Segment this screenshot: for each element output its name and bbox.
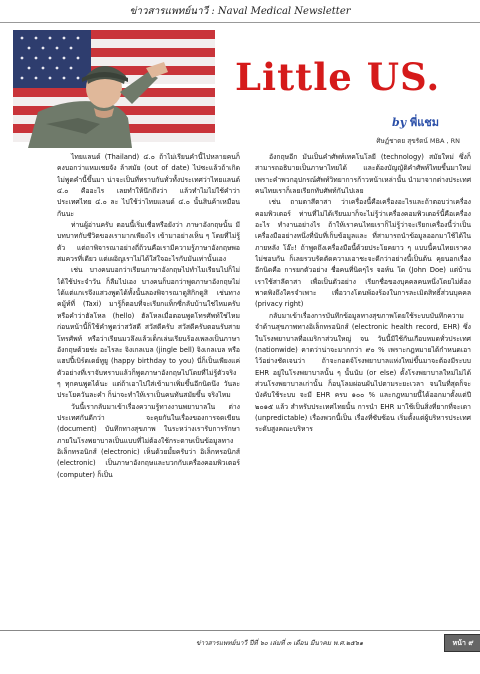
saluting-soldier-with-flag-illustration — [8, 26, 215, 148]
paragraph: อังกฤษอีก มันเป็นคำศัพท์เทคโนโลยี (technology) สมัยใหม่ ซึ่งก็สามารถอธิบายเป็นภาษาไทยได้ และต้องบัญญัติคำศัพท์ไทยขึ้นมาใหม่ เพราะคำพวกอุปกรณ์ศัพท์วิทยาการก้าวหน้าเหล่านั้น นำมาจากต่างประเทศคนไทยเราก็เลยเรียกทับศัพท์กันไปเลย — [255, 153, 471, 196]
page-footer — [0, 630, 480, 674]
article-left-column — [57, 152, 240, 622]
paragraph: เช่น บางคนบอกว่าเรียนภาษาอังกฤษไปทำไมเรียนไปก็ไม่ได้ใช้ประจำวัน ก็ลืมไปเอง บางคนก็บอกว่าพูดภาษาอังกฤษไม่ได้แต่แกเรจึงแสวงพูดได้ทั้งนั้นลองพิจารณาดูสิกิกดูสิ เช่นทางคมู้ท์ที่ (Taxi) มารู้ก็ตอบที่จะเรียกแท็กซี่กลับบ้านใช่ไหมครับ หรือคำว่าฮัลโหล (hello) ฮัลโหลเมื่อตอนพูดโทรศัพท์ใช่ไหมก่อนหน้านี้ก็ใช้คำพูดว่าสวัสดี สวัสดีครับ สวัสดีครับตอนรับสายโทรศัพท์ หรือว่าเรียนมวลึงแล้วเด็กเล่นเรียนร้องเพลงเป็นภาษาอังกฤษด้วยช่ะ อะไรละ จิงเกลเบล (jingle bell) จิงเกลเบล หรือแฮปปี้เบิร์ดเดย์ทูยู (happy birthday to you) นี่ก็เป็นเพียงแค่ตัวอย่างที่เราจับทราบแล้วก็พูดภาษาอังกฤษไปโดยที่ไม่รู้ตัวจริง ๆ ทุกคนพูดได้นะ แต่ถ้าเอาไปใส่เข้ามาเพิ่มขึ้นอีกนิดนึง วันละประโยควันละคำ ก็น่าจะทำให้เราเป็นคนทันสมัยขึ้น จริงไหม — [57, 266, 240, 400]
article-photo — [8, 26, 215, 148]
footer-divider — [0, 630, 480, 631]
byline-name: พี่แชม — [409, 116, 439, 129]
paragraph: ไทยแลนด์ (Thailand) ๔.๐ ถ้าไม่เรียนคำนี้ไปหลายคนก็คงบอกว่าแหมเชยจัง ล้าสมัย (out of date) ไปซะแล้วถ้าเกิดไม่พูดคำนี้ขึ้นมา น่าจะเป็นที่ทราบกันทั่วทั้งประเทศว่าไทยแลนด์ ๔.๐ คืออะไร เลยทำให้นึกถึงว่า แล้วทำไมไม่ใช้คำว่าประเทศไทย ๔.๐ ละ ไปใช้ว่าไทยแลนด์ ๔.๐ นั้นสินค้าเหมือนกันนะ — [57, 153, 240, 218]
paragraph: เช่น ถามตาสีตาสา ว่าเครื่องนี้คือเครื่องอะไรและถ้าตอบว่าเครื่องคอมพิวเตอร์ ท่านที่ไม่ได้เรียนมาก็จะไม่รู้ว่าเครื่องคอมพิวเตอร์นี้คือเครื่องอะไร ทำงานอย่างไร ถ้าให้เราคนไทยเราก็ไม่รู้ว่าจะเรียกเครื่องนี้ว่าเป็นเครื่องมืออย่างหนึ่งที่นับที่เก็บข้อมูลและ ที่สามารถนำข้อมูลออกมาใช้ได้ในภายหลัง โอ๊ะ! ถ้าพูดถึงเครื่องมือนี้ด้วยประโยคยาว ๆ แบบนี้คนไทยเราคงไม่ชอบกัน ก็เลยรวบรัดตัดความเอาชะจะดีกว่าอย่างนี้เป็นต้น คุยนอกเรื่องอีกนิดคือ การยกตัวอย่าง ชื่อคนที่นิดๆไร จอห์น โด (John Doe) แต่บ้านเราใช้สาลีตาสา เพื่อเป็นตัวอย่าง เรียกชื่อของบุคคลคนหนึ่งโดยไม่ต้องพาดพิงถึงใครจำเพาะ เพื่อวางโดนพ้องร้องในการละเมิดสิทธิ์ส่วนบุคคล (privacy right) — [255, 198, 471, 309]
page-number: หน้า ๙ — [452, 639, 474, 647]
newsletter-header-title: ข่าวสารแพทย์นาวี : Naval Medical Newsletter — [129, 6, 351, 17]
article-title: Little US. — [235, 55, 441, 99]
page-number-badge — [444, 634, 480, 652]
paragraph: กลับมาเข้าเรื่องการบันทึกข้อมูลทางสุขภาพโดยใช้ระบบบันทึกความจำด้านสุขภาพทางอิเล็กทรอนิกส์ (electronic health record, EHR) ซึ่งในโรงพยาบาลที่อเมริกาส่วนใหญ่ จน วันนี้มีใช้กันเกือบหมดทั่วประเทศ (nationwide) คาดว่าน่าจะมากกว่า ๙๐ % เพราะกฎหมายได้กำหนดเอาไว้อย่างชัดเจนว่า ถ้าจะกอดจ์โรงพยาบาลแห่งใหม่ขึ้นมาจะต้องมีระบบ EHR อยู่ในโรงพยาบาลนั้น ๆ นั้นนับ (or else) ตั้งโรงพยาบาลใหม่ไม่ได้ ส่วนโรงพยาบาลเก่านั้น ก็อนุโลมผ่อนผันไปตามระยะเวลา จนในที่สุดก็จะบังคับใช้ระบบ จะมี EHR ครบ ๑๐๐ % และกฎหมายนี้ได้ออกมาตั้งแต่ปี ๒๐๑๕ แล้ว สำหรับประเทศไทยนั้น การนำ EHR มาใช้เป็นสิ่งที่ยากที่จะเดา (unpredictable) เรื่องพวกนี้เป็น เรื่องที่ซับซ้อน เริ่มตั้งแต่ผู้บริหารประเทศระดับสูงคณะบริหาร — [255, 311, 471, 434]
paragraph: วันนี้เรากลับมาเข้าเรื่องความรู้ทางงานพยาบาลใน ต่างประเทศกันดีกว่า จะคุยกันในเรื่องของการจดเขียน (document) บันทึกทางสุขภาพ ในระหว่างเรารับการรักษาภายในโรงพยาบาลเป็นแบบที่ไม่ต้องใช้กระดาษเป็นข้อมูลทางอิเล็กทรอนิกส์ (electronic) เห็นด้วยมั้ยครับว่า อิเล็กทรอนิกส์ (electronic) เป็นภาษาอังกฤษและบวกกับเครื่องคอมพิวเตอร์ (computer) ก็เป็น — [57, 402, 240, 479]
byline — [392, 113, 439, 131]
author-credit: ศิษฏ์ชาตย สุขรัตน์ MBA , RN — [376, 137, 460, 145]
byline-prefix: by — [392, 116, 407, 129]
article-right-column — [255, 152, 471, 622]
paragraph: ท่านผู้อ่านครับ ตอนนี้เริ่มเชื่อหรือยังว่า ภาษาอังกฤษนั้น มีบทบาทกับชีวิตของเรามากเพียงไร เข้ามาอย่างเห็น ๆ โดยที่ไม่รู้ตัว แต่ถาพิจารณาอย่างถี่ถ้วนคือเรามีความรู้ภาษาอังกฤษพอสมควรที่เดียว แต่เผอิญเราไม่ได้ใส่ใจอะไรกับมันเท่านั้นเอง — [57, 221, 240, 264]
page-header — [0, 0, 480, 23]
footer-publication-info: ข่าวสารแพทย์นาวี ปีที่ ๖๐ เล่มที่ ๓ เดือน มีนาคม พ.ศ.๒๕๖๑ — [196, 639, 364, 647]
